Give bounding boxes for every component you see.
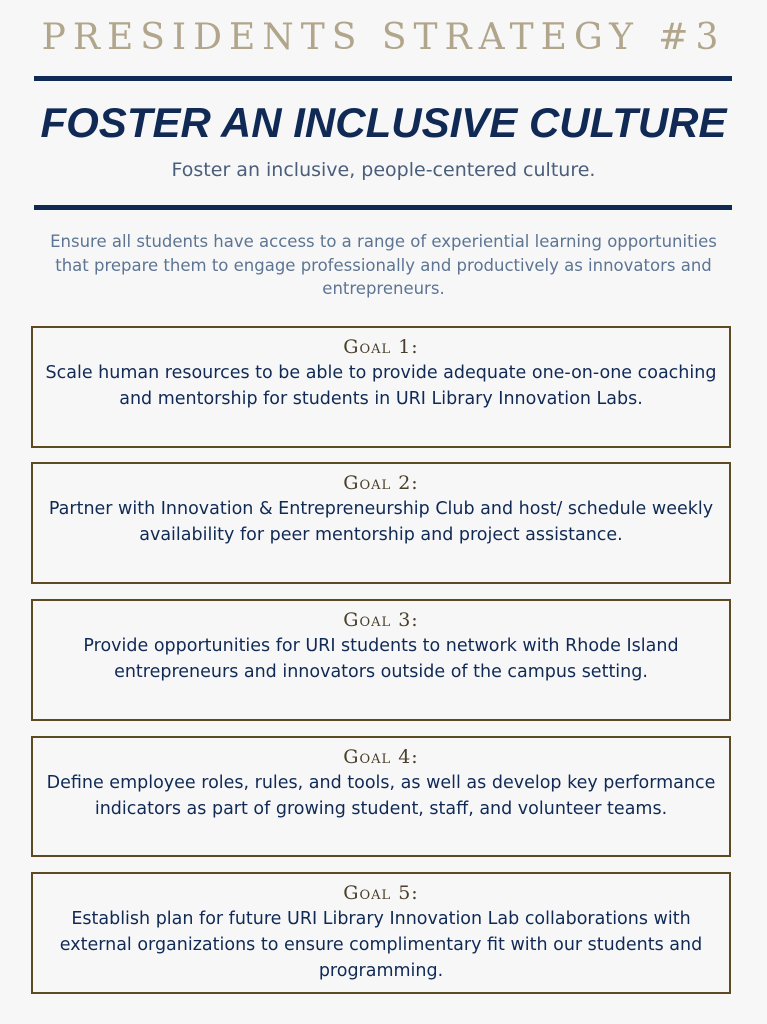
goal-box-1 <box>31 326 731 448</box>
page-title: FOSTER AN INCLUSIVE CULTURE <box>40 99 727 146</box>
goal-text: Scale human resources to be able to provide adequate one-on-one coaching and mentorship for students in URI Library Innovation Labs. <box>45 363 717 409</box>
bottom-divider <box>34 205 732 210</box>
goal-title: Goal 2: <box>343 472 419 494</box>
goal-text: Provide opportunities for URI students to network with Rhode Island entrepreneurs and innovators outside of the campus setting. <box>83 636 679 682</box>
goal-title: Goal 3: <box>343 609 419 631</box>
goal-title: Goal 4: <box>343 746 419 768</box>
goal-text: Define employee roles, rules, and tools, as well as develop key performance indicators as part of growing student, staff, and volunteer teams. <box>46 773 716 819</box>
goal-box-3 <box>31 599 731 721</box>
goal-box-2 <box>31 462 731 584</box>
page-subtitle: Foster an inclusive, people-centered culture. <box>171 159 596 181</box>
goal-title: Goal 1: <box>343 336 419 358</box>
top-divider <box>34 76 732 81</box>
goal-title: Goal 5: <box>343 882 419 904</box>
goal-box-4 <box>31 736 731 857</box>
goal-text: Partner with Innovation & Entrepreneurship Club and host/ schedule weekly availability for peer mentorship and project assistance. <box>48 499 714 545</box>
intro-paragraph: Ensure all students have access to a range of experiential learning opportunities that prepare them to engage professionally and productively as innovators and entrepreneurs. <box>50 232 717 298</box>
goal-text: Establish plan for future URI Library Innovation Lab collaborations with external organizations to ensure complimentary fit with our students and programming. <box>59 909 703 981</box>
goal-box-5 <box>31 872 731 994</box>
strategy-label: PRESIDENTS STRATEGY #3 <box>41 17 726 58</box>
